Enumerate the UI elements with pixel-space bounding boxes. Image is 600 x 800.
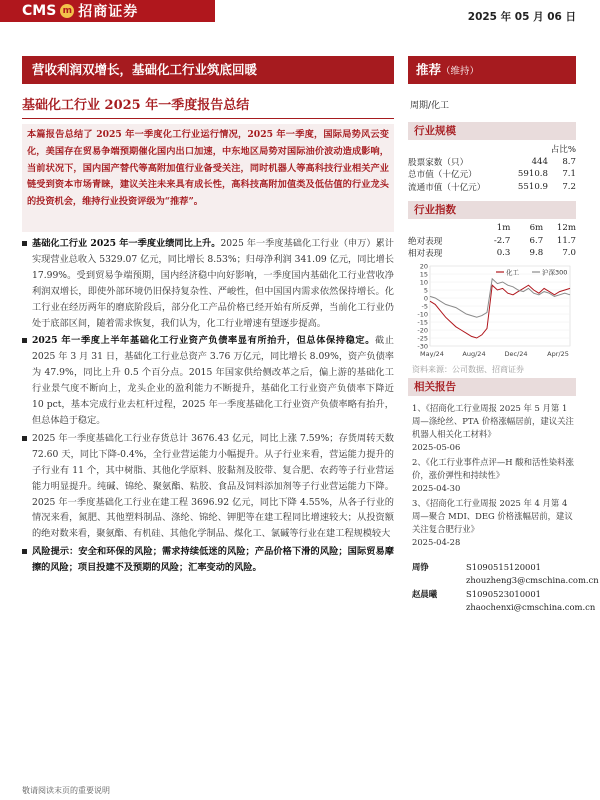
y-tick-label: -20 <box>417 326 428 335</box>
index-table <box>408 222 576 260</box>
legend-label: 化工 <box>506 268 519 277</box>
y-tick-label: 5 <box>423 286 428 295</box>
rating-banner <box>408 56 576 84</box>
scale-label: 股票家数（只） <box>408 157 469 168</box>
y-tick-label: -15 <box>417 318 428 327</box>
list-item[interactable] <box>412 497 576 549</box>
scale-label: 流通市值（十亿元） <box>408 182 486 193</box>
scale-pct: 8.7 <box>562 156 576 167</box>
analyst-email-row <box>412 573 599 587</box>
scale-pct: 7.2 <box>562 181 576 192</box>
logo-badge-icon: m <box>60 4 74 18</box>
analyst-email-row <box>412 600 596 614</box>
bullet-item <box>22 431 394 542</box>
index-value: 9.8 <box>529 248 544 259</box>
bullet-lead: 风险提示：安全和环保的风险；需求持续低迷的风险；产品价格下滑的风险；国际贸易摩擦的风险；项目投建不及预期的风险；汇率变动的风险。 <box>32 546 394 574</box>
related-heading: 相关报告 <box>408 378 576 396</box>
scale-heading: 行业规模 <box>408 122 576 140</box>
analyst-cert: S1090523010001 <box>466 588 542 599</box>
bullet-item <box>22 544 394 576</box>
x-tick-label: May/24 <box>420 350 444 358</box>
footer-note: 敬请阅读末页的重要说明 <box>22 786 110 795</box>
list-item[interactable] <box>412 456 576 495</box>
scale-unit-label: 占比% <box>550 145 576 156</box>
index-value: 0.3 <box>496 248 511 259</box>
rating-label: 推荐 <box>416 62 442 77</box>
y-tick-label: -25 <box>417 334 428 343</box>
x-tick-label: Dec/24 <box>504 350 528 358</box>
index-value: 11.7 <box>556 235 577 246</box>
report-date-item: 2025-04-28 <box>412 537 461 547</box>
bullet-item <box>22 236 394 331</box>
index-value: 7.0 <box>562 248 577 259</box>
table-row <box>408 156 576 169</box>
index-value: -2.7 <box>493 235 511 246</box>
analyst-list <box>412 560 599 614</box>
y-tick-label: -30 <box>417 342 428 351</box>
bullet-text: 2025 年一季度基础化工行业（申万）累计实现营业总收入 5329.07 亿元，同比增长 8.53%；归母净利润 341.09 亿元，同比增长 17.99%。受到贸易争端预期，国内经济稳中向好影响，一季度国内基础化工行业营收净利润双增长，即使外部环境仍旧保持复杂性、严峻性，但中国国内需求依然保持增长。化工行业在经历两年的磨底阶段后，部分化工产品价格已经开始有所反弹，当前化工行业仍处于底部区间，随着需求恢复，我们认为，化工行业增速有望逐步提高。 <box>32 238 394 329</box>
y-tick-label: 15 <box>419 270 428 279</box>
report-date: 2025 年 05 月 06 日 <box>467 11 576 23</box>
scale-unit-row <box>408 143 576 156</box>
report-date-item: 2025-05-06 <box>412 442 461 452</box>
index-value: 6.7 <box>529 235 544 246</box>
scale-section <box>408 122 576 193</box>
index-header-row <box>408 222 576 235</box>
scale-value: 5510.9 <box>517 181 548 192</box>
analyst-row <box>412 587 576 600</box>
index-col: 12m <box>556 223 577 234</box>
report-title[interactable]: 3、《招商化工行业周报 2025 年 4 月第 4 周—聚合 MDI、DEG 价格涨幅居前，建议关注复合肥行业》 <box>412 498 573 534</box>
index-heading: 行业指数 <box>408 201 576 219</box>
index-line-chart <box>408 262 576 362</box>
index-label: 相对表现 <box>408 249 443 260</box>
y-tick-label: 10 <box>419 278 428 287</box>
report-title[interactable]: 1、《招商化工行业周报 2025 年 5 月第 1 周—涤纶丝、PTA 价格涨幅居前，建议关注机器人相关化工材料》 <box>412 403 574 439</box>
rating-sub: （维持） <box>441 66 480 77</box>
list-item[interactable] <box>412 402 576 454</box>
x-tick-label: Apr/25 <box>547 350 569 358</box>
analyst-email[interactable]: zhouzheng3@cmschina.com.cn <box>466 575 599 585</box>
chart-source: 资料来源：公司数据、招商证券 <box>412 365 524 374</box>
scale-table <box>408 143 576 193</box>
analyst-name: 赵晨曦 <box>412 588 438 599</box>
y-tick-label: 20 <box>419 262 428 271</box>
sector-label: 周期/化工 <box>410 101 450 111</box>
report-subtitle: 基础化工行业 2025 年一季度报告总结 <box>22 98 250 113</box>
bullet-lead: 2025 年一季度上半年基础化工行业资产负债率显有所抬升，但总体保持稳定。 <box>32 335 375 347</box>
related-list <box>412 402 576 551</box>
bullet-text: 2025 年一季度基础化工行业存货总计 3676.43 亿元，同比上涨 7.59%；存货周转天数 72.60 天，同比下降-0.4%，全行业营运能力小幅提升。从子行业来看，营运能力提升的子行业有 11 个，其中树脂、其他化学原料、胶黏剂及胶带、复合肥、农药等子行业营运能力明显提升。纯碱、锦纶、聚氨酯、粘胶、食品及饲料添加剂等子行业营运能力下降。2025 年一季度基础化工行业在建工程 3696.92 亿元，同比下降 4.55%，从各子行业的情况来看，氮肥、其他塑料制品、涤纶、锦纶、钾肥等在建工程同比增速较大；从投资额的绝对数来看，聚氨酯、有机硅、其他化学制品、煤化工、氯碱等行业在建工程规模较大 <box>32 432 394 540</box>
bullet-lead: 基础化工行业 2025 年一季度业绩同比上升。 <box>32 238 221 249</box>
table-row <box>408 181 576 194</box>
analyst-cert: S1090515120001 <box>466 561 542 572</box>
table-row <box>408 235 576 248</box>
company-logo <box>0 0 215 22</box>
bullet-list <box>22 236 394 578</box>
scale-label: 总市值（十亿元） <box>408 170 477 181</box>
index-section <box>408 201 576 260</box>
legend-label: 沪深300 <box>542 268 568 277</box>
report-title[interactable]: 2、《化工行业事件点评—H 酸和活性染料涨价，涨价弹性和持续性》 <box>412 457 574 480</box>
scale-value: 444 <box>531 156 548 167</box>
index-label: 绝对表现 <box>408 236 443 247</box>
y-tick-label: -10 <box>417 310 428 319</box>
index-col: 6m <box>529 223 544 234</box>
y-tick-label: 0 <box>423 294 428 303</box>
scale-value: 5910.8 <box>517 169 548 180</box>
index-col: 1m <box>496 223 511 234</box>
bullet-text: 截止 2025 年 3 月 31 日，基础化工行业总资产 3.76 万亿元，同比增长 8.09%，资产负债率为 47.9%，同比上升 0.5 个百分点。2015 年国家供给侧改革之后，偏上游的基础化工行业景气度不断向上，龙头企业的盈利能力不断提升，基础化工行业资产负债率下降近 10 pct，基本完成行业去杠杆过程，2025 年一季度基础化工行业资产负债率略有抬升，但总体趋于稳定。 <box>32 335 394 426</box>
scale-pct: 7.1 <box>562 169 576 180</box>
table-row <box>408 247 576 260</box>
logo-cms-text: CMS <box>22 3 57 19</box>
logo-cn-text: 招商证券 <box>78 4 139 20</box>
title-divider <box>22 118 394 119</box>
abstract-box: 本篇报告总结了 2025 年一季度化工行业运行情况，2025 年一季度，国际局势风云变化，美国存在贸易争端预期催化国内出口加速，中东地区局势对国际油价波动造成影响，当前状况下，国内国产替代等高附加值行业备受关注，同时机器人等高科技行业相关产业链受到资本市场青睐，建议关注未来具有成长性，高科技高附加值类及低估值的行业龙头的投资机会，维持行业投资评级为“推荐”。 <box>22 124 394 232</box>
headline-banner: 营收利润双增长，基础化工行业筑底回暖 <box>22 56 394 84</box>
analyst-name: 周铮 <box>412 561 429 572</box>
table-row <box>408 168 576 181</box>
report-date-item: 2025-04-30 <box>412 483 461 493</box>
bullet-item <box>22 333 394 428</box>
analyst-email[interactable]: zhaochenxi@cmschina.com.cn <box>466 602 596 612</box>
analyst-row <box>412 560 576 573</box>
x-tick-label: Aug/24 <box>462 350 486 358</box>
y-tick-label: -5 <box>421 302 428 311</box>
top-bar <box>0 0 600 22</box>
related-section <box>408 378 576 396</box>
